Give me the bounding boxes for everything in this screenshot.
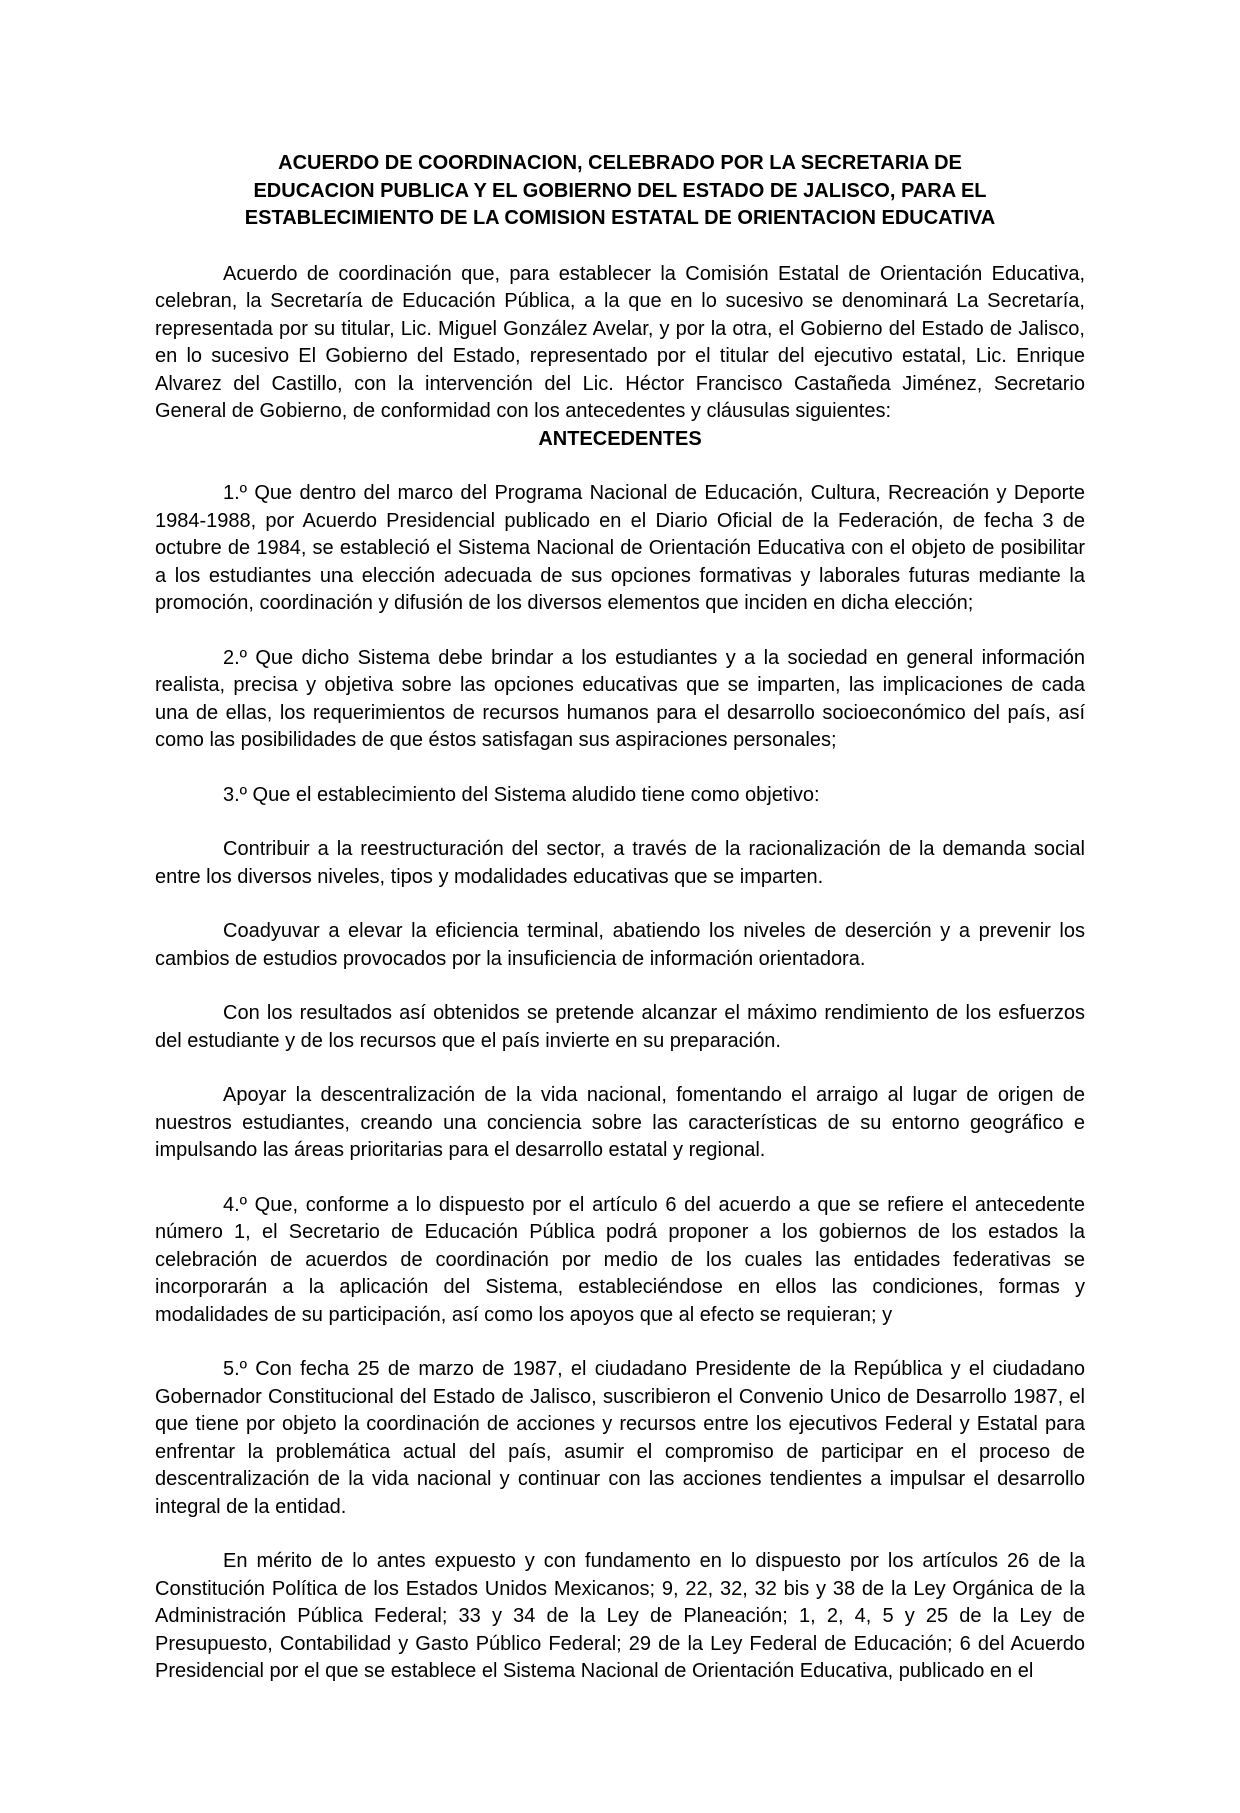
paragraph-antecedente-3: 3.º Que el establecimiento del Sistema aludido tiene como objetivo: — [223, 783, 820, 806]
paragraph-objective-2: Coadyuvar a elevar la eficiencia terminal, abatiendo los niveles de deserción y a prevenir los cambios de estudios provocados por la insuficiencia de información orientadora. — [155, 920, 1085, 970]
paragraph-fundamento: En mérito de lo antes expuesto y con fundamento en lo dispuesto por los artículos 26 de la Constitución Política de los Estados Unidos Mexicanos; 9, 22, 32, 32 bis y 38 de la Ley Orgánica de la Administración Pública Federal; 33 y 34 de la Ley de Planeación; 1, 2, 4, 5 y 25 de la Ley de Presupuesto, Contabilidad y Gasto Público Federal; 29 de la Ley Federal de Educación; 6 del Acuerdo Presidencial por el que se establece el Sistema Nacional de Orientación Educativa, publicado en el — [155, 1550, 1085, 1682]
document-title: ACUERDO DE COORDINACION, CELEBRADO POR LA SECRETARIA DE EDUCACION PUBLICA Y EL GOBIERNO DEL ESTADO DE JALISCO, PARA EL ESTABLECIMIENTO DE LA COMISION ESTATAL DE ORIENTACION EDUCATIVA — [244, 152, 996, 229]
section-heading-antecedentes: ANTECEDENTES — [538, 427, 702, 450]
paragraph-antecedente-1: 1.º Que dentro del marco del Programa Nacional de Educación, Cultura, Recreación y Deporte 1984-1988, por Acuerdo Presidencial publicado en el Diario Oficial de la Federación, de fecha 3 de octubre de 1984, se estableció el Sistema Nacional de Orientación Educativa con el objeto de posibilitar a los estudiantes una elección adecuada de sus opciones formativas y laborales futuras mediante la promoción, coordinación y difusión de los diversos elementos que inciden en dicha elección; — [155, 482, 1085, 614]
paragraph-objective-3: Con los resultados así obtenidos se pretende alcanzar el máximo rendimiento de los esfuerzos del estudiante y de los recursos que el país invierte en su preparación. — [155, 1002, 1085, 1052]
paragraph-antecedente-4: 4.º Que, conforme a lo dispuesto por el artículo 6 del acuerdo a que se refiere el antecedente número 1, el Secretario de Educación Pública podrá proponer a los gobiernos de los estados la celebración de acuerdos de coordinación por medio de los cuales las entidades federativas se incorporarán a la aplicación del Sistema, estableciéndose en ellos las condiciones, formas y modalidades de su participación, así como los apoyos que al efecto se requieran; y — [155, 1193, 1085, 1326]
paragraph-objective-4: Apoyar la descentralización de la vida nacional, fomentando el arraigo al lugar de origen de nuestros estudiantes, creando una conciencia sobre las características de su entorno geográfico e impulsando las áreas prioritarias para el desarrollo estatal y regional. — [155, 1084, 1085, 1161]
paragraph-antecedente-5: 5.º Con fecha 25 de marzo de 1987, el ciudadano Presidente de la República y el ciudadano Gobernador Constitucional del Estado de Jalisco, suscribieron el Convenio Unico de Desarrollo 1987, el que tiene por objeto la coordinación de acciones y recursos entre los ejecutivos Federal y Estatal para enfrentar la problemática actual del país, asumir el compromiso de participar en el proceso de descentralización de la vida nacional y continuar con las acciones tendientes a impulsar el desarrollo integral de la entidad. — [155, 1358, 1085, 1518]
document-body — [155, 150, 1085, 1686]
paragraph-antecedente-2: 2.º Que dicho Sistema debe brindar a los estudiantes y a la sociedad en general información realista, precisa y objetiva sobre las opciones educativas que se imparten, las implicaciones de cada una de ellas, los requerimientos de recursos humanos para el desarrollo socioeconómico del país, así como las posibilidades de que éstos satisfagan sus aspiraciones personales; — [155, 646, 1085, 751]
intro-paragraph: Acuerdo de coordinación que, para establecer la Comisión Estatal de Orientación Educativa, celebran, la Secretaría de Educación Pública, a la que en lo sucesivo se denominará La Secretaría, representada por su titular, Lic. Miguel González Avelar, y por la otra, el Gobierno del Estado de Jalisco, en lo sucesivo El Gobierno del Estado, representado por el titular del ejecutivo estatal, Lic. Enrique Alvarez del Castillo, con la intervención del Lic. Héctor Francisco Castañeda Jiménez, Secretario General de Gobierno, de conformidad con los antecedentes y cláusulas siguientes: — [155, 262, 1085, 422]
paragraph-objective-1: Contribuir a la reestructuración del sector, a través de la racionalización de la demanda social entre los diversos niveles, tipos y modalidades educativas que se imparten. — [155, 838, 1085, 888]
